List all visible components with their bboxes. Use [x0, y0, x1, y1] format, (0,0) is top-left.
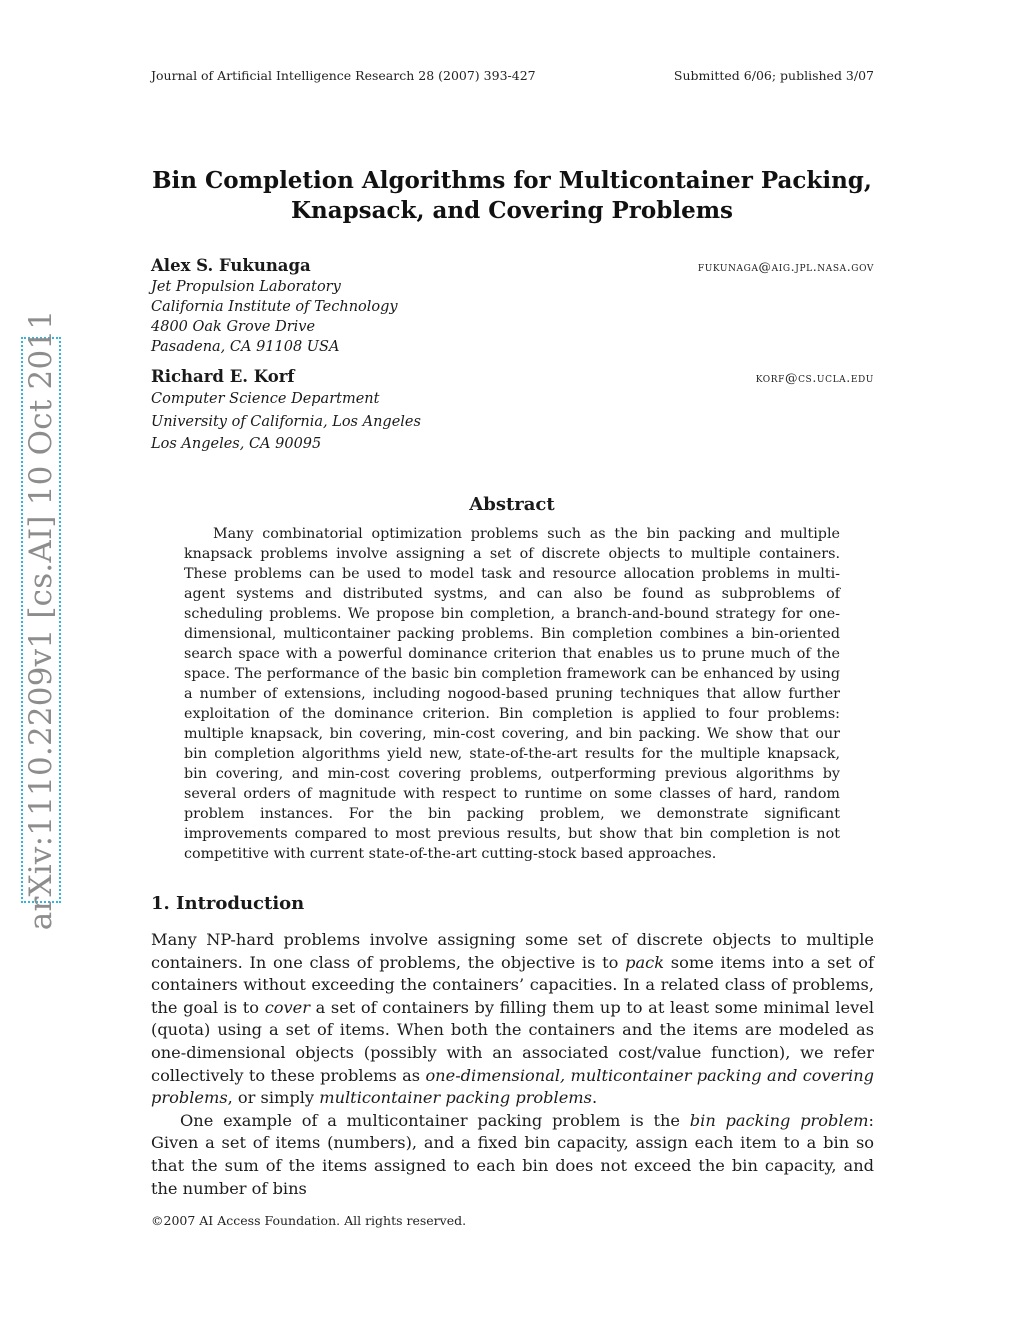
- abstract-text: Many combinatorial optimization problems such as the bin packing and multiple knapsack problems involve assigning a set of discrete objects to multiple containers. These problems can be used to model task and resource allocation problems in multi-agent systems and distributed systms, and can also be found as subproblems of scheduling problems. We propose bin completion, a branch-and-bound strategy for one-dimensional, multicontainer packing problems. Bin completion combines a bin-oriented search space with a powerful dominance criterion that enables us to prune much of the space. The performance of the basic bin completion framework can be enhanced by using a number of extensions, including nogood-based pruning techniques that allow further exploitation of the dominance criterion. Bin completion is applied to four problems: multiple knapsack, bin covering, min-cost covering, and bin packing. We show that our bin completion algorithms yield new, state-of-the-art results for the multiple knapsack, bin covering, and min-cost covering problems, outperforming previous algorithms by several orders of magnitude with respect to runtime on some classes of hard, random problem instances. For the bin packing problem, we demonstrate significant improvements compared to most previous results, but show that bin completion is not competitive with current state-of-the-art cutting-stock based approaches.: [184, 526, 840, 862]
- author-affiliation-line: 4800 Oak Grove Drive: [151, 319, 316, 335]
- title-line-1: Bin Completion Algorithms for Multicontainer Packing,: [152, 167, 872, 194]
- abstract-heading: Abstract: [469, 494, 555, 515]
- emphasis: one-dimensional, multicontainer packing and covering problems: [151, 1065, 874, 1108]
- text-run: a set of containers by filling them up to at least some minimal level (quota) using a set of items. When both the containers and the items are modeled as one-dimensional objects (possibly with an associated cost/value function), we refer collectively to these problems as: [151, 997, 875, 1085]
- paper-title: [120, 166, 904, 226]
- text-run: Many NP-hard problems involve assigning some set of discrete objects to multiple containers. In one class of problems, the objective is to: [151, 930, 874, 972]
- author-affiliation-line: Pasadena, CA 91108 USA: [151, 339, 340, 355]
- author-affiliation-line: California Institute of Technology: [151, 299, 398, 315]
- author-affiliation-line: Los Angeles, CA 90095: [151, 436, 322, 452]
- text-run: : Given a set of items (numbers), and a fixed bin capacity, assign each item to a bin so that the sum of the items assigned to each bin does not exceed the bin capacity, and the number of bins: [151, 1110, 874, 1198]
- text-run: .: [591, 1088, 598, 1108]
- author-email[interactable]: korf@cs.ucla.edu: [755, 370, 874, 385]
- text-run: One example of a multicontainer packing problem is the: [180, 1110, 680, 1130]
- emphasis: pack: [625, 952, 665, 972]
- intro-paragraph-2: [151, 1110, 874, 1200]
- author-block-korf: [151, 367, 874, 456]
- section-heading-introduction: 1. Introduction: [151, 893, 305, 914]
- text-run: some items into a set of containers without exceeding the containers’ capacities. In a related class of problems, the goal is to: [151, 952, 875, 1017]
- author-affiliation-line: Jet Propulsion Laboratory: [151, 279, 341, 295]
- submission-dates: Submitted 6/06; published 3/07: [673, 68, 874, 83]
- arxiv-identifier-text: arXiv:1110.2209v1 [cs.AI] 10 Oct 2011: [23, 309, 59, 931]
- copyright-footer: ©2007 AI Access Foundation. All rights reserved.: [151, 1213, 467, 1228]
- title-line-2: Knapsack, and Covering Problems: [290, 197, 734, 224]
- arxiv-identifier-stamp[interactable]: [21, 309, 61, 931]
- author-name: Richard E. Korf: [151, 367, 295, 386]
- intro-paragraph-1: [151, 929, 874, 1110]
- author-email[interactable]: fukunaga@aig.jpl.nasa.gov: [697, 259, 874, 274]
- author-affiliation-line: University of California, Los Angeles: [151, 413, 421, 430]
- journal-header: Journal of Artificial Intelligence Research 28 (2007) 393-427: [151, 68, 536, 83]
- emphasis: bin packing problem: [689, 1110, 869, 1130]
- author-affiliation-line: Computer Science Department: [151, 391, 380, 407]
- text-run: , or simply: [227, 1088, 315, 1108]
- author-block-fukunaga: [151, 256, 874, 357]
- emphasis: cover: [264, 997, 310, 1017]
- emphasis: multicontainer packing problems: [319, 1088, 592, 1108]
- introduction-body: [151, 929, 874, 1200]
- author-name: Alex S. Fukunaga: [151, 256, 311, 275]
